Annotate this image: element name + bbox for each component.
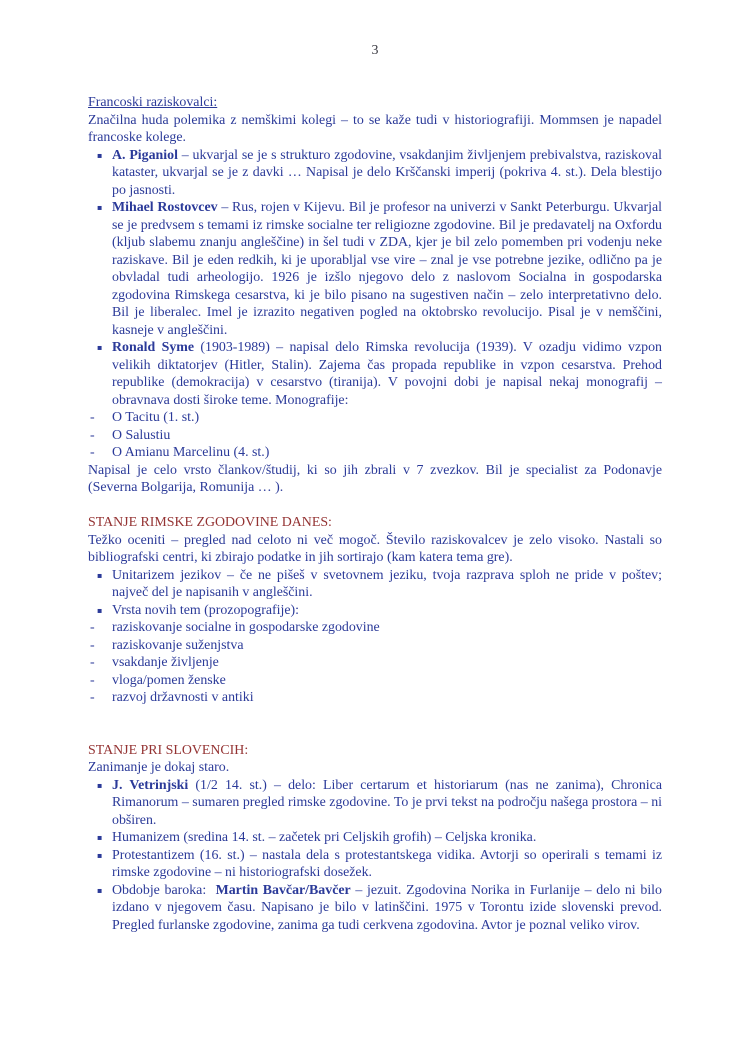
list-item-text [112, 568, 662, 601]
list-item-text: vsakdanje življenje [112, 655, 219, 670]
bullet-icon: ▪ [97, 203, 103, 212]
emphasis-text: Martin Bavčar/Bavčer [215, 882, 351, 898]
dash-icon: - [90, 655, 95, 670]
text-run: Vrsta novih tem (prozopografije): [112, 602, 300, 618]
paragraph [88, 112, 662, 147]
bullet-item [88, 847, 662, 882]
vertical-spacer [88, 707, 662, 742]
bullet-list [88, 147, 662, 410]
bullet-icon: ▪ [97, 780, 103, 790]
paragraph [88, 462, 662, 497]
emphasis-text: J. Vetrinjski [112, 777, 189, 793]
text-run: Zanimanje je dokaj staro. [88, 760, 230, 775]
vertical-spacer [88, 497, 662, 515]
dash-icon: - [90, 620, 95, 635]
bullet-item [88, 777, 662, 830]
dash-icon: - [90, 445, 95, 460]
bullet-icon: ▪ [97, 885, 103, 895]
dash-item [88, 619, 662, 637]
list-item-text: raziskovanje suženjstva [112, 637, 244, 653]
bullet-list [88, 567, 662, 620]
text-run: Napisal je celo vrsto člankov/študij, ki so jih zbrali v 7 zvezkov. Bil je specialist za Podonavje (Severna Bolgarija, Romunija … ). [88, 462, 662, 495]
text-run: Obdobje baroka: [112, 882, 216, 898]
bullet-item [88, 199, 662, 339]
bullet-icon: ▪ [97, 605, 103, 615]
dash-icon: - [90, 672, 95, 688]
bullet-icon: ▪ [97, 343, 103, 352]
list-item-text [112, 778, 662, 828]
section-heading-underlined: Francoski raziskovalci: [88, 95, 218, 110]
list-item-text: razvoj državnosti v antiki [112, 690, 254, 705]
bullet-icon: ▪ [97, 150, 103, 160]
bullet-item [88, 339, 662, 409]
emphasis-text: A. Piganiol [112, 147, 178, 163]
text-run: (1903-1989) – napisal delo Rimska revolucija (1939). V ozadju vidimo vzpon velikih diktatorjev (Hitler, Stalin). Zajema čas propada republike in vzpon cesarstva. Prehod republike (demokracija) v cesarstvo (tiranija). V povojni dobi je napisal nekaj monografij – obravnava dosti široke teme. Monografije: [112, 340, 662, 408]
bullet-icon: ▪ [97, 570, 103, 580]
dash-icon: - [90, 410, 95, 425]
dash-item [88, 672, 662, 690]
text-run: (1/2 14. st.) – delo: Liber certarum et historiarum (nas ne zanima), Chronica Rimanorum – sumaren pregled rimske zgodovine. To je prvi tekst na področju našega prostora – ni obširen. [112, 777, 662, 828]
dash-item [88, 637, 662, 655]
dash-item [88, 444, 662, 462]
list-item-text: O Amianu Marcelinu (4. st.) [112, 445, 270, 460]
text-run: – Rus, rojen v Kijevu. Bil je profesor na univerzi v Sankt Peterburgu. Ukvarjal se je predvsem s temami iz rimske socialne ter religiozne zgodovine. Bil je predavatelj na Oxfordu (kljub slabemu znanju angleščine) in šel tudi v ZDA, kjer je bil zelo pomemben pri vodenju neke raziskave. Bil je eden redkih, ki je uporabljal vse vire – znal je vse potrebne jezike, odlično pa je obvladal tudi arheologijo. 1926 je izšlo njegovo delo z naslovom Socialna in gospodarska zgodovina Rimskega cesarstva, ki je bilo pisano na sugestiven način – zelo interpretativno delo. Bil je liberalec. Imel je izrazito negativen pogled na oktobrsko revolucijo. Pisal je v nemščini, kasneje v angleščini. [112, 200, 663, 338]
emphasis-text: Ronald Syme [112, 340, 195, 355]
dash-list [88, 619, 662, 707]
page-number: 3 [371, 43, 379, 58]
list-item-text [112, 883, 662, 933]
paragraph [88, 759, 662, 777]
section-heading: STANJE PRI SLOVENCIH: [88, 742, 249, 758]
bullet-icon: ▪ [97, 850, 103, 860]
list-item-text: vloga/pomen ženske [112, 672, 226, 688]
list-item-text [112, 200, 662, 338]
bullet-item [88, 602, 662, 620]
document-body [88, 94, 662, 934]
bullet-item [88, 882, 662, 935]
dash-item [88, 654, 662, 672]
bullet-item [88, 147, 662, 200]
bullet-item [88, 829, 662, 847]
list-item-text: O Salustiu [112, 427, 171, 443]
list-item-text [112, 848, 662, 881]
dash-icon: - [90, 690, 95, 705]
list-item-text: O Tacitu (1. st.) [112, 410, 200, 425]
bullet-item [88, 567, 662, 602]
text-run: – ukvarjal se je s strukturo zgodovine, vsakdanjim življenjem prebivalstva, raziskoval kataster, ukvarjal se je z davki … Napisal je delo Krščanski imperij (pokriva 4. st.). Dela blestijo po jasnosti. [112, 147, 662, 198]
dash-icon: - [90, 637, 95, 653]
paragraph [88, 532, 662, 567]
text-run: Unitarizem jezikov – če ne pišeš v svetovnem jeziku, tvoja razprava sploh ne pride v poštev; največ del je napisanih v angleščini. [112, 567, 662, 600]
text-run: Humanizem (sredina 14. st. – začetek pri Celjskih grofih) – Celjska kronika. [112, 830, 537, 845]
text-run: Težko oceniti – pregled nad celoto ni več mogoč. Število raziskovalcev je zelo visoko. Nastali so bibliografski centri, ki zbirajo podatke in jih sortirajo (kam katera tema gre). [88, 532, 662, 565]
list-item-text [112, 830, 536, 845]
list-item-text: raziskovanje socialne in gospodarske zgodovine [112, 620, 380, 635]
bullet-list [88, 777, 662, 935]
text-run: Protestantizem (16. st.) – nastala dela s protestantskega vidika. Avtorji so operirali s temami iz rimske zgodovine – ni historiografski dosežek. [112, 847, 662, 880]
dash-item [88, 409, 662, 427]
section-heading: STANJE RIMSKE ZGODOVINE DANES: [88, 515, 332, 530]
text-run: Značilna huda polemika z nemškimi kolegi – to se kaže tudi v historiografiji. Mommsen je napadel francoske kolege. [88, 112, 662, 145]
dash-icon: - [90, 427, 95, 443]
list-item-text [112, 340, 662, 408]
emphasis-text: Mihael Rostovcev [112, 200, 218, 215]
bullet-icon: ▪ [97, 833, 103, 842]
dash-item [88, 689, 662, 707]
text-run: – jezuit. Zgodovina Norika in Furlanije – delo ni bilo izdano v njegovem času. Napisano je bilo v latinščini. 1975 v Torontu izide slovenski prevod. Pregled furlanske zgodovine, zanima ga tudi cerkvena zgodovina. Avtor je poznal veliko virov. [112, 882, 662, 933]
list-item-text [112, 148, 662, 198]
dash-list [88, 409, 662, 462]
dash-item [88, 427, 662, 445]
list-item-text [112, 603, 299, 618]
